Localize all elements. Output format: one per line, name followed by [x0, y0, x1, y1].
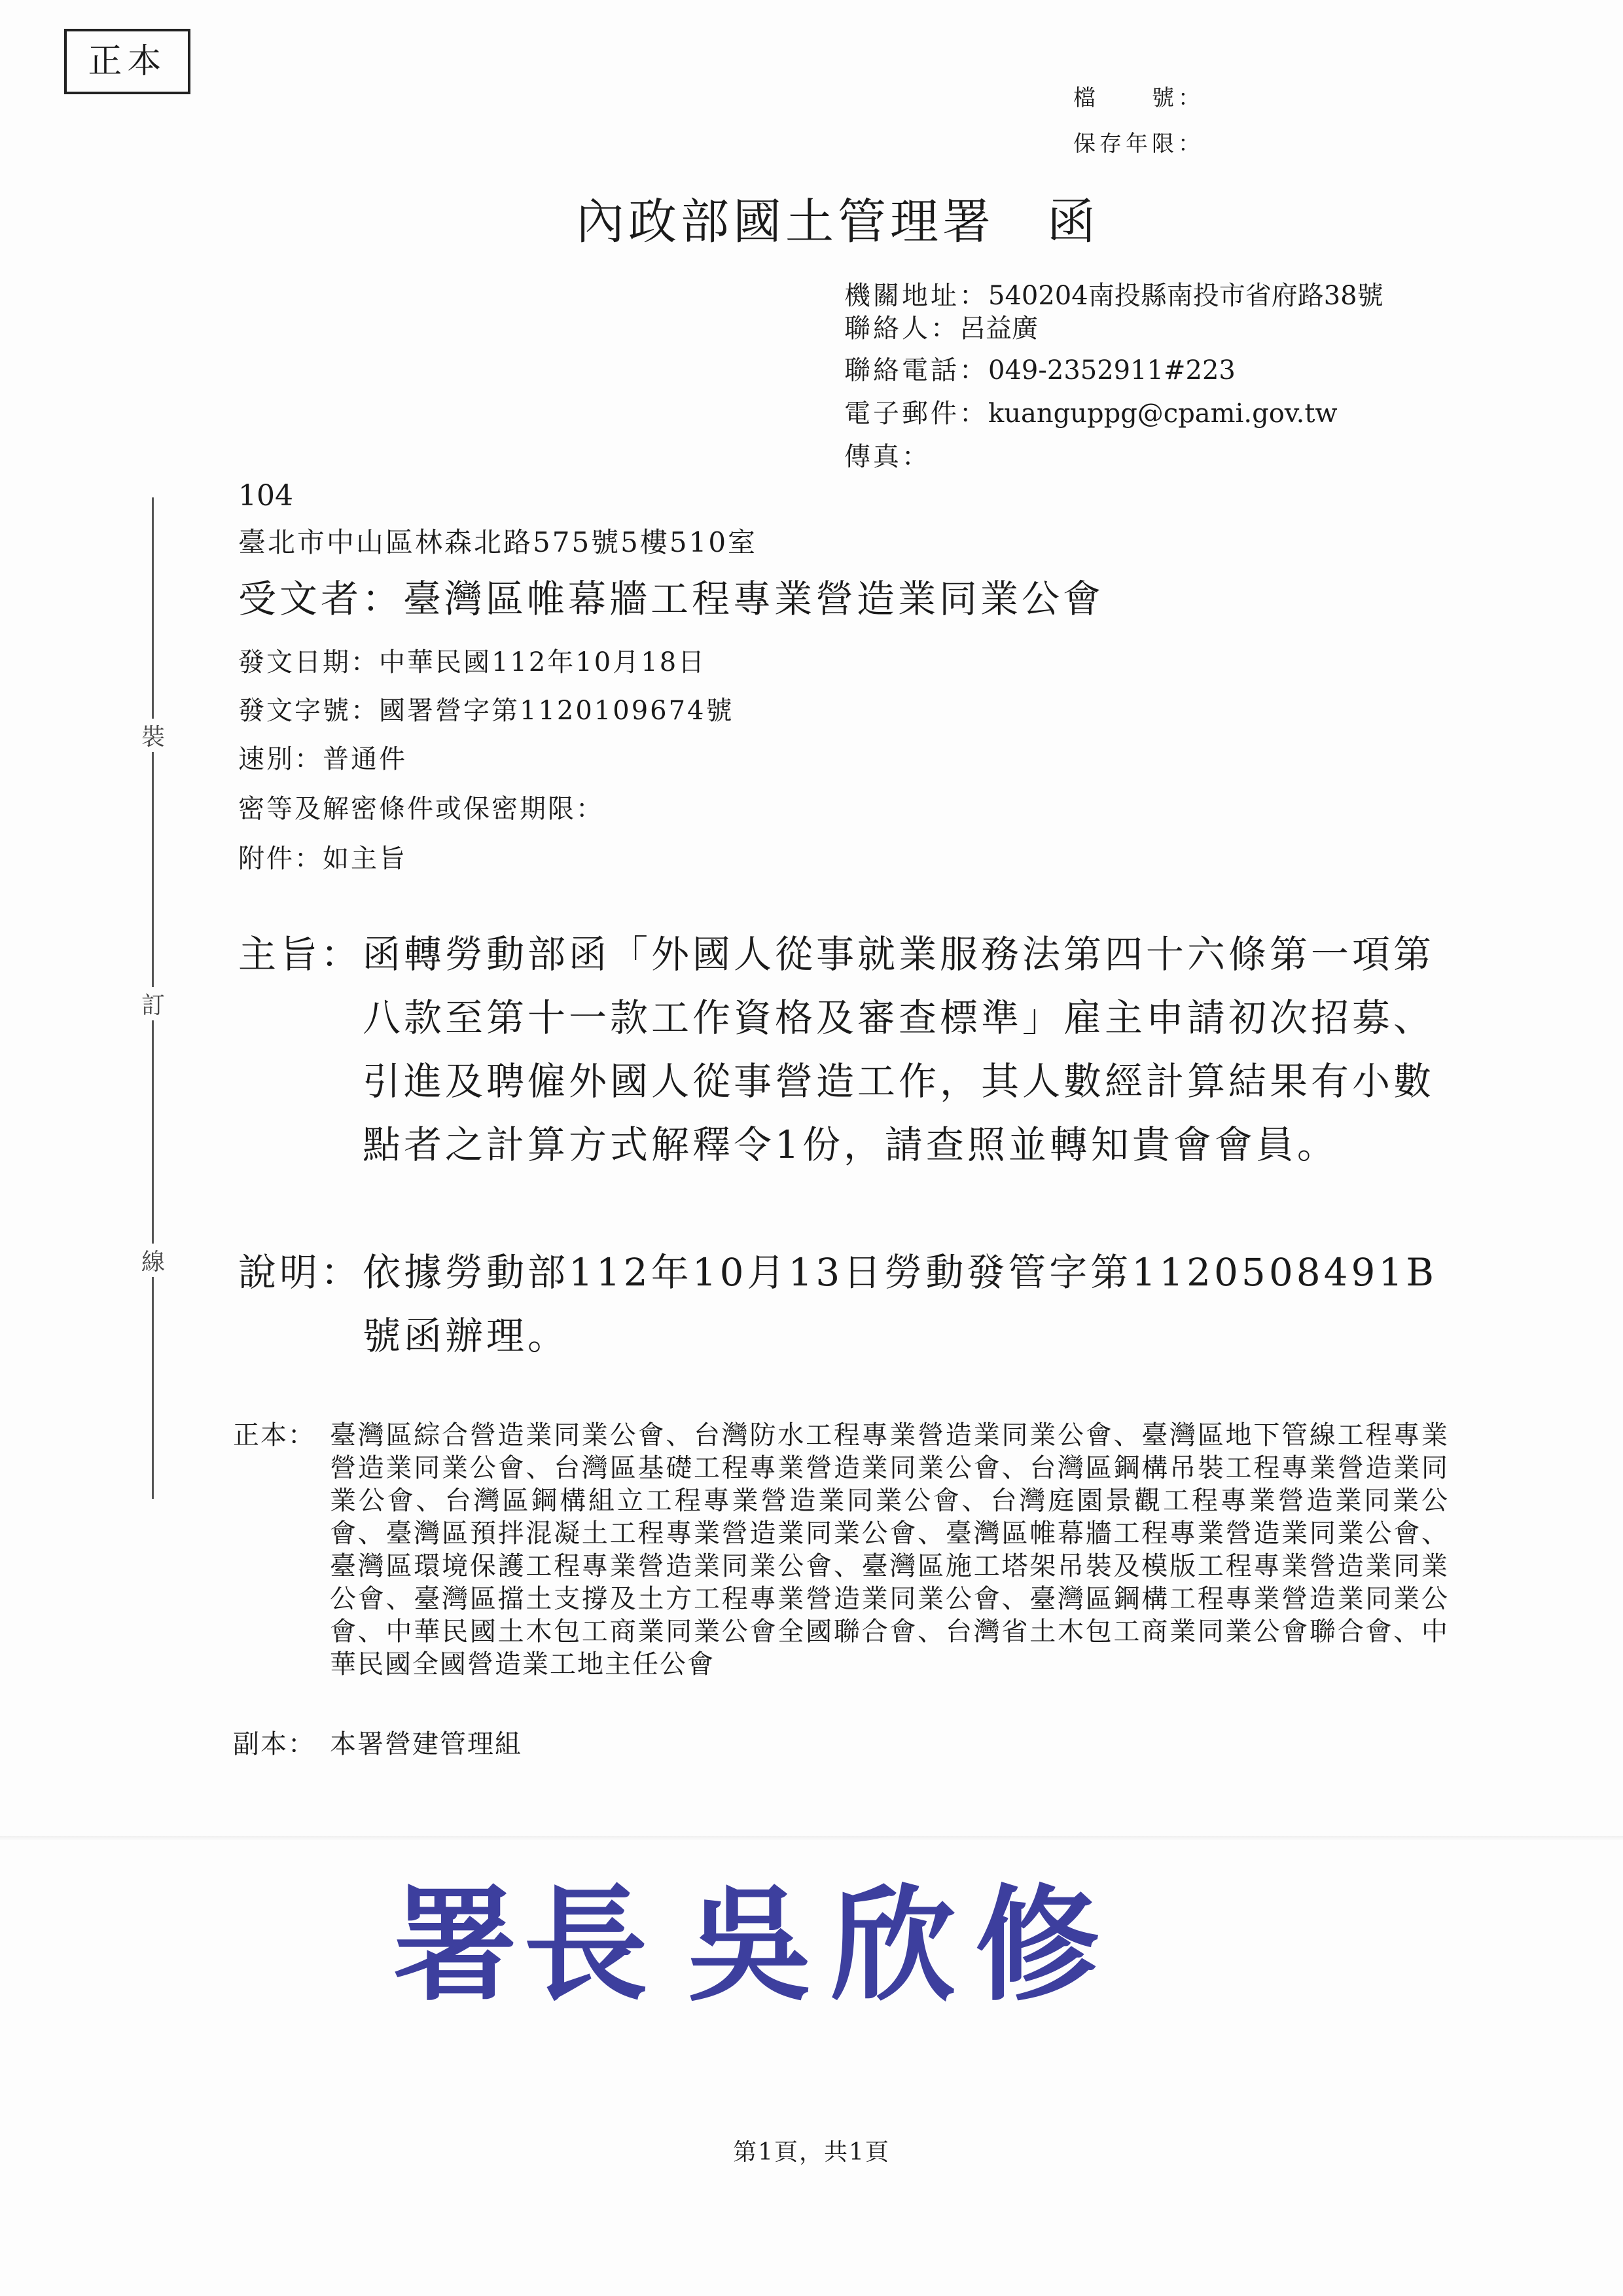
attachment: 附件：如主旨: [238, 844, 407, 874]
director-signature: [393, 1846, 1119, 2024]
main-recipients-list: 臺灣區綜合營造業同業公會、台灣防水工程專業營造業同業公會、臺灣區地下管線工程專業營造業同業公會、台灣區基礎工程專業營造業同業公會、台灣區鋼構吊裝工程專業營造業同業公會、台灣區鋼構組立工程專業營造業同業公會、台灣庭園景觀工程專業營造業同業公會、臺灣區預拌混凝土工程專業營造業同業公會、臺灣區帷幕牆工程專業營造業同業公會、臺灣區環境保護工程專業營造業同業公會、臺灣區施工塔架吊裝及模版工程專業營造業同業公會、臺灣區擋土支撐及土方工程專業營造業同業公會、臺灣區鋼構工程專業營造業同業公會、中華民國土木包工商業同業公會全國聯合會、台灣省土木包工商業同業公會聯合會、中華民國全國營造業工地主任公會: [330, 1420, 1449, 1679]
contact-phone: 聯絡電話：049-2352911#223: [844, 355, 1236, 386]
document-kind: 函: [1047, 194, 1099, 250]
recipient: [238, 568, 1104, 623]
recipient-label: 受文者：: [238, 577, 404, 621]
document-title: [576, 183, 1099, 253]
delivery-speed: 速別：普通件: [238, 744, 407, 774]
recipient-name: 臺灣區帷幕牆工程專業營造業同業公會: [403, 577, 1105, 621]
binding-mark-1: 裝: [139, 719, 168, 752]
binding-mark-2: 訂: [139, 987, 168, 1020]
recipient-address: 臺北市中山區林森北路575號5樓510室: [238, 526, 758, 558]
agency-address: 機關地址：540204南投縣南投市省府路38號: [844, 281, 1383, 311]
subject-label: 主旨：: [238, 932, 363, 977]
recipient-zip: 104: [238, 479, 293, 512]
director-name: 吳欣修: [687, 1872, 1120, 2018]
copy-recipients: [233, 1728, 1449, 1761]
contact-person: 聯絡人：呂益廣: [844, 314, 1038, 344]
explanation-text: 依據勞動部112年10月13日勞動發管字第1120508491B號函辦理。: [363, 1250, 1437, 1358]
binding-mark-3: 線: [139, 1244, 168, 1277]
main-recipients: [233, 1419, 1449, 1681]
main-recipients-label: 正本：: [233, 1420, 315, 1450]
explanation-label: 說明：: [238, 1250, 363, 1295]
subject-text: 函轉勞動部函「外國人從事就業服務法第四十六條第一項第八款至第十一款工作資格及審查標準」雇主申請初次招募、引進及聘僱外國人從事營造工作，其人數經計算結果有小數點者之計算方式解釋令1份，請查照並轉知貴會會員。: [363, 932, 1435, 1167]
copy-stamp: 正本: [64, 29, 190, 94]
page-number: 第1頁，共1頁: [733, 2139, 890, 2166]
director-title: 署長: [393, 1872, 655, 2018]
subject-section: [238, 923, 1455, 1177]
fold-line: [0, 1836, 1623, 1840]
contact-fax: 傳真：: [844, 442, 931, 472]
issue-date: 發文日期：中華民國112年10月18日: [238, 647, 707, 677]
retention-period-label: 保存年限：: [1073, 131, 1204, 157]
agency-name: 內政部國土管理署: [576, 194, 995, 250]
copy-recipients-list: 本署營建管理組: [330, 1729, 522, 1759]
explanation-section: [238, 1241, 1455, 1368]
file-number-label: 檔 號：: [1073, 85, 1204, 111]
copy-recipients-label: 副本：: [233, 1729, 315, 1759]
secrecy-level: 密等及解密條件或保密期限：: [238, 794, 604, 824]
contact-email: 電子郵件：kuanguppg@cpami.gov.tw: [844, 399, 1338, 429]
document-number: 發文字號：國署營字第1120109674號: [238, 696, 734, 726]
